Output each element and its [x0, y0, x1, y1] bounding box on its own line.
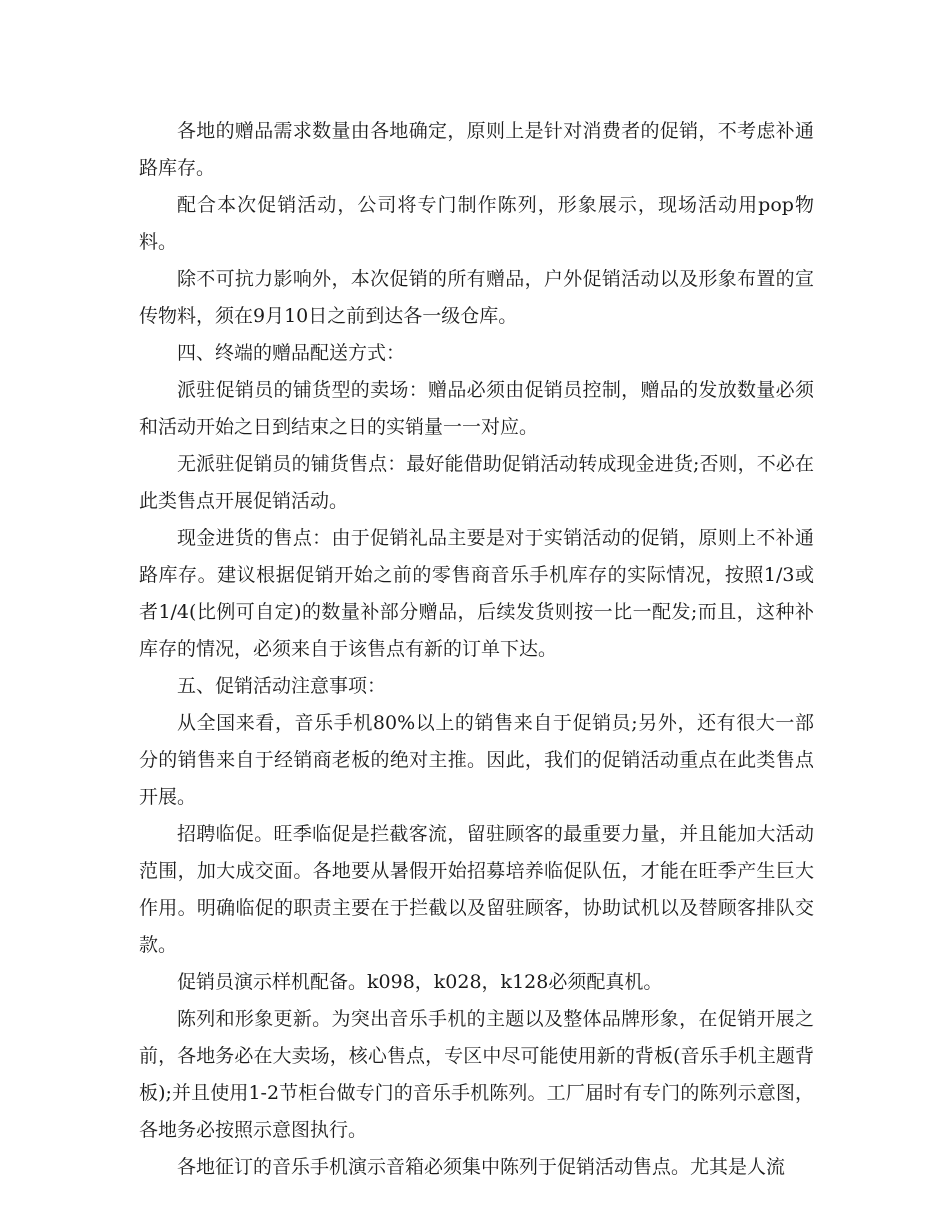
paragraph-display-materials: 配合本次促销活动，公司将专门制作陈列，形象展示，现场活动用pop物料。: [139, 194, 814, 253]
paragraph-staffed-stores: 派驻促销员的铺货型的卖场：赠品必须由促销员控制，赠品的发放数量必须和活动开始之日到结束之日的实销量一一对应。: [139, 379, 814, 438]
paragraph-national-overview: 从全国来看，音乐手机80%以上的销售来自于促销员;另外，还有很大一部分的销售来自于经销商老板的绝对主推。因此，我们的促销活动重点在此类售点开展。: [139, 712, 814, 808]
section-heading-notes: 五、促销活动注意事项：: [177, 675, 387, 697]
paragraph-demo-phones: 促销员演示样机配备。k098，k028，k128必须配真机。: [177, 971, 663, 993]
paragraph-display-update: 陈列和形象更新。为突出音乐手机的主题以及整体品牌形象，在促销开展之前，各地务必在大卖场，核心售点，专区中尽可能使用新的背板(音乐手机主题背板);并且使用1-2节柜台做专门的音乐手机陈列。工厂届时有专门的陈列示意图，各地务必按照示意图执行。: [139, 1008, 814, 1141]
paragraph-delivery-deadline: 除不可抗力影响外，本次促销的所有赠品，户外促销活动以及形象布置的宣传物料，须在9月10日之前到达各一级仓库。: [139, 268, 814, 327]
document-body: [139, 113, 814, 1186]
paragraph-unstaffed-stores: 无派驻促销员的铺货售点：最好能借助促销活动转成现金进货;否则，不必在此类售点开展促销活动。: [139, 453, 814, 512]
paragraph-demo-speakers: 各地征订的音乐手机演示音箱必须集中陈列于促销活动售点。尤其是人流: [177, 1156, 786, 1178]
paragraph-cash-stores: 现金进货的售点：由于促销礼品主要是对于实销活动的促销，原则上不补通路库存。建议根据促销开始之前的零售商音乐手机库存的实际情况，按照1/3或者1/4(比例可自定)的数量补部分赠品，后续发货则按一比一配发;而且，这种补库存的情况，必须来自于该售点有新的订单下达。: [139, 527, 814, 660]
paragraph-gift-quantity: 各地的赠品需求数量由各地确定，原则上是针对消费者的促销，不考虑补通路库存。: [139, 120, 814, 179]
section-heading-gift-delivery: 四、终端的赠品配送方式：: [177, 342, 406, 364]
paragraph-temp-promoters: 招聘临促。旺季临促是拦截客流，留驻顾客的最重要力量，并且能加大活动范围，加大成交面。各地要从暑假开始招募培养临促队伍，才能在旺季产生巨大作用。明确临促的职责主要在于拦截以及留驻顾客，协助试机以及替顾客排队交款。: [139, 823, 814, 956]
